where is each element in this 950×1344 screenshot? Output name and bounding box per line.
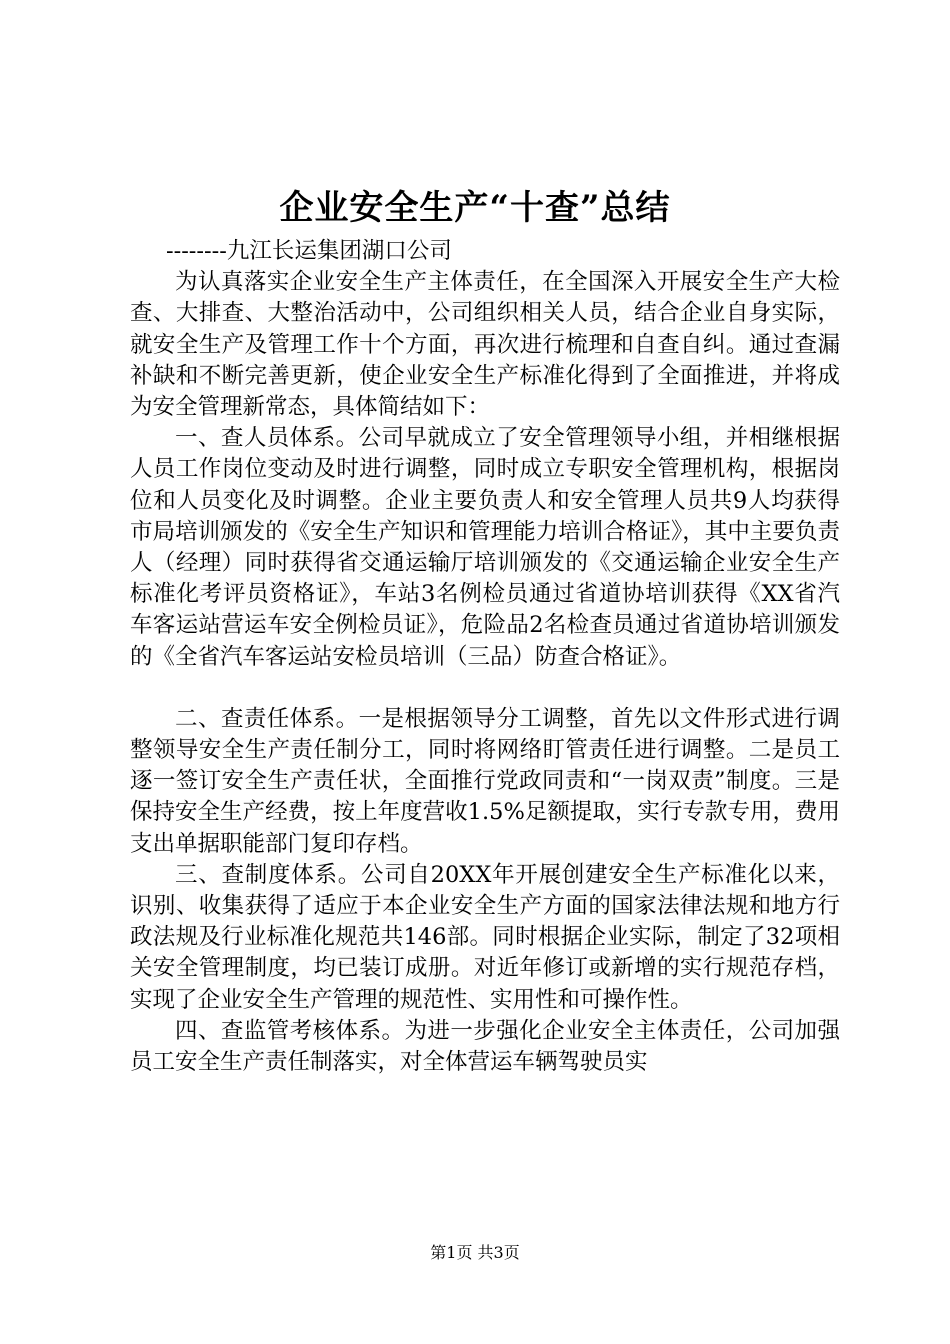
- paragraph-responsibility-system: 二、查责任体系。一是根据领导分工调整，首先以文件形式进行调整领导安全生产责任制分工，同时将网络盯管责任进行调整。二是员工逐一签订安全生产责任状，全面推行党政同责和“一岗双责”制度。三是保持安全生产经费，按上年度营收1.5%足额提取，实行专款专用，费用支出单据职能部门复印存档。: [130, 705, 840, 857]
- document-title: 企业安全生产“十查”总结: [279, 188, 671, 228]
- page-number-footer: 第1页 共3页: [430, 1243, 520, 1262]
- paragraph-intro: 为认真落实企业安全生产主体责任，在全国深入开展安全生产大检查、大排查、大整治活动中，公司组织相关人员，结合企业自身实际，就安全生产及管理工作十个方面，再次进行梳理和自查自纠。通过查漏补缺和不断完善更新，使企业安全生产标准化得到了全面推进，并将成为安全管理新常态，具体简结如下：: [130, 269, 840, 421]
- paragraph-personnel-system: 一、查人员体系。公司早就成立了安全管理领导小组，并相继根据人员工作岗位变动及时进行调整，同时成立专职安全管理机构，根据岗位和人员变化及时调整。企业主要负责人和安全管理人员共9人均获得市局培训颁发的《安全生产知识和管理能力培训合格证》，其中主要负责人（经理）同时获得省交通运输厅培训颁发的《交通运输企业安全生产标准化考评员资格证》，车站3名例检员通过省道协培训获得《XX省汽车客运站营运车安全例检员证》，危险品2名检查员通过省道协培训颁发的《全省汽车客运站安检员培训（三品）防查合格证》。: [130, 425, 840, 670]
- paragraph-supervision-system: 四、查监管考核体系。为进一步强化企业安全主体责任，公司加强员工安全生产责任制落实，对全体营运车辆驾驶员实: [130, 1017, 840, 1076]
- byline: --------九江长运集团湖口公司: [166, 238, 452, 264]
- paragraph-rules-system: 三、查制度体系。公司自20XX年开展创建安全生产标准化以来，识别、收集获得了适应于本企业安全生产方面的国家法律法规和地方行政法规及行业标准化规范共146部。同时根据企业实际，制定了32项相关安全管理制度，均已装订成册。对近年修订或新增的实行规范存档，实现了企业安全生产管理的规范性、实用性和可操作性。: [130, 861, 840, 1013]
- document-body: [130, 236, 840, 1078]
